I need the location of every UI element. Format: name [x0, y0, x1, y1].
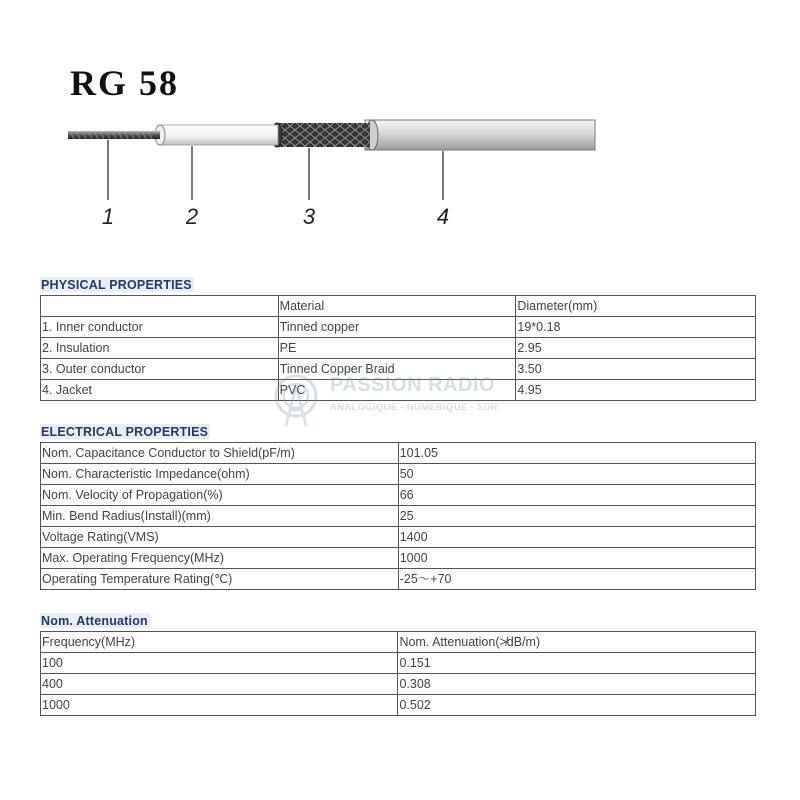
table-row: [41, 338, 756, 359]
header-cell: Material: [278, 296, 516, 317]
table-cell: 50: [398, 464, 755, 485]
electrical-properties-heading: ELECTRICAL PROPERTIES: [41, 425, 209, 439]
table-cell: 1000: [398, 548, 755, 569]
physical-properties-table: [40, 295, 756, 401]
callout-2: 2: [185, 204, 199, 229]
table-row: [41, 569, 756, 590]
header-cell: Diameter(mm): [516, 296, 756, 317]
header-cell: Nom. Attenuation(≯dB/m): [398, 632, 756, 653]
table-cell: 2.95: [516, 338, 756, 359]
table-row: [41, 548, 756, 569]
table-cell: 101.05: [398, 443, 755, 464]
table-row: [41, 674, 756, 695]
table-cell: Nom. Characteristic Impedance(ohm): [41, 464, 399, 485]
table-cell: Nom. Velocity of Propagation(%): [41, 485, 399, 506]
table-row: [41, 527, 756, 548]
table-row: [41, 506, 756, 527]
inner-conductor: [68, 131, 160, 139]
table-row: [41, 359, 756, 380]
insulation: [155, 125, 278, 145]
table-cell: 19*0.18: [516, 317, 756, 338]
callout-4: 4: [436, 204, 450, 229]
table-cell: 400: [41, 674, 398, 695]
table-row: [41, 380, 756, 401]
header-cell: Frequency(MHz): [41, 632, 398, 653]
table-cell: 4.95: [516, 380, 756, 401]
table-cell: -25～+70: [398, 569, 755, 590]
watermark-brand: PASSION RADIO: [330, 374, 496, 396]
table-row: [41, 653, 756, 674]
table-row: [41, 443, 756, 464]
table-cell: 25: [398, 506, 755, 527]
table-row: [41, 695, 756, 716]
watermark-tagline: ANALOGIQUE - NUMERIQUE - SDR: [330, 402, 498, 413]
table-cell: 100: [41, 653, 398, 674]
table-cell: 4. Jacket: [41, 380, 279, 401]
table-cell: PE: [278, 338, 516, 359]
table-cell: Tinned copper: [278, 317, 516, 338]
table-row: [41, 464, 756, 485]
table-cell: 3.50: [516, 359, 756, 380]
table-cell: PVC: [278, 380, 516, 401]
table-row: [41, 317, 756, 338]
table-cell: 66: [398, 485, 755, 506]
table-cell: Nom. Capacitance Conductor to Shield(pF/m): [41, 443, 399, 464]
table-cell: Tinned Copper Braid: [278, 359, 516, 380]
callout-3: 3: [302, 204, 316, 229]
attenuation-table: [40, 631, 756, 716]
callout-1: 1: [101, 204, 115, 229]
table-header-row: [41, 296, 756, 317]
table-cell: 3. Outer conductor: [41, 359, 279, 380]
table-cell: Max. Operating Frequency(MHz): [41, 548, 399, 569]
page-title: RG 58: [70, 63, 179, 103]
table-cell: Voltage Rating(VMS): [41, 527, 399, 548]
jacket: [365, 120, 595, 150]
outer-conductor-braid: [272, 123, 370, 147]
table-row: [41, 485, 756, 506]
table-cell: 0.308: [398, 674, 756, 695]
table-cell: 1400: [398, 527, 755, 548]
table-cell: Operating Temperature Rating(℃): [41, 569, 399, 590]
electrical-properties-table: [40, 442, 756, 590]
header-cell: [41, 296, 279, 317]
physical-properties-heading: PHYSICAL PROPERTIES: [41, 278, 192, 292]
table-cell: 0.151: [398, 653, 756, 674]
table-header-row: [41, 632, 756, 653]
attenuation-heading: Nom. Attenuation: [41, 614, 148, 628]
table-cell: 1000: [41, 695, 398, 716]
cable-cross-section-diagram: [60, 110, 620, 240]
table-cell: 1. Inner conductor: [41, 317, 279, 338]
table-cell: 0.502: [398, 695, 756, 716]
table-cell: Min. Bend Radius(Install)(mm): [41, 506, 399, 527]
table-cell: 2. Insulation: [41, 338, 279, 359]
